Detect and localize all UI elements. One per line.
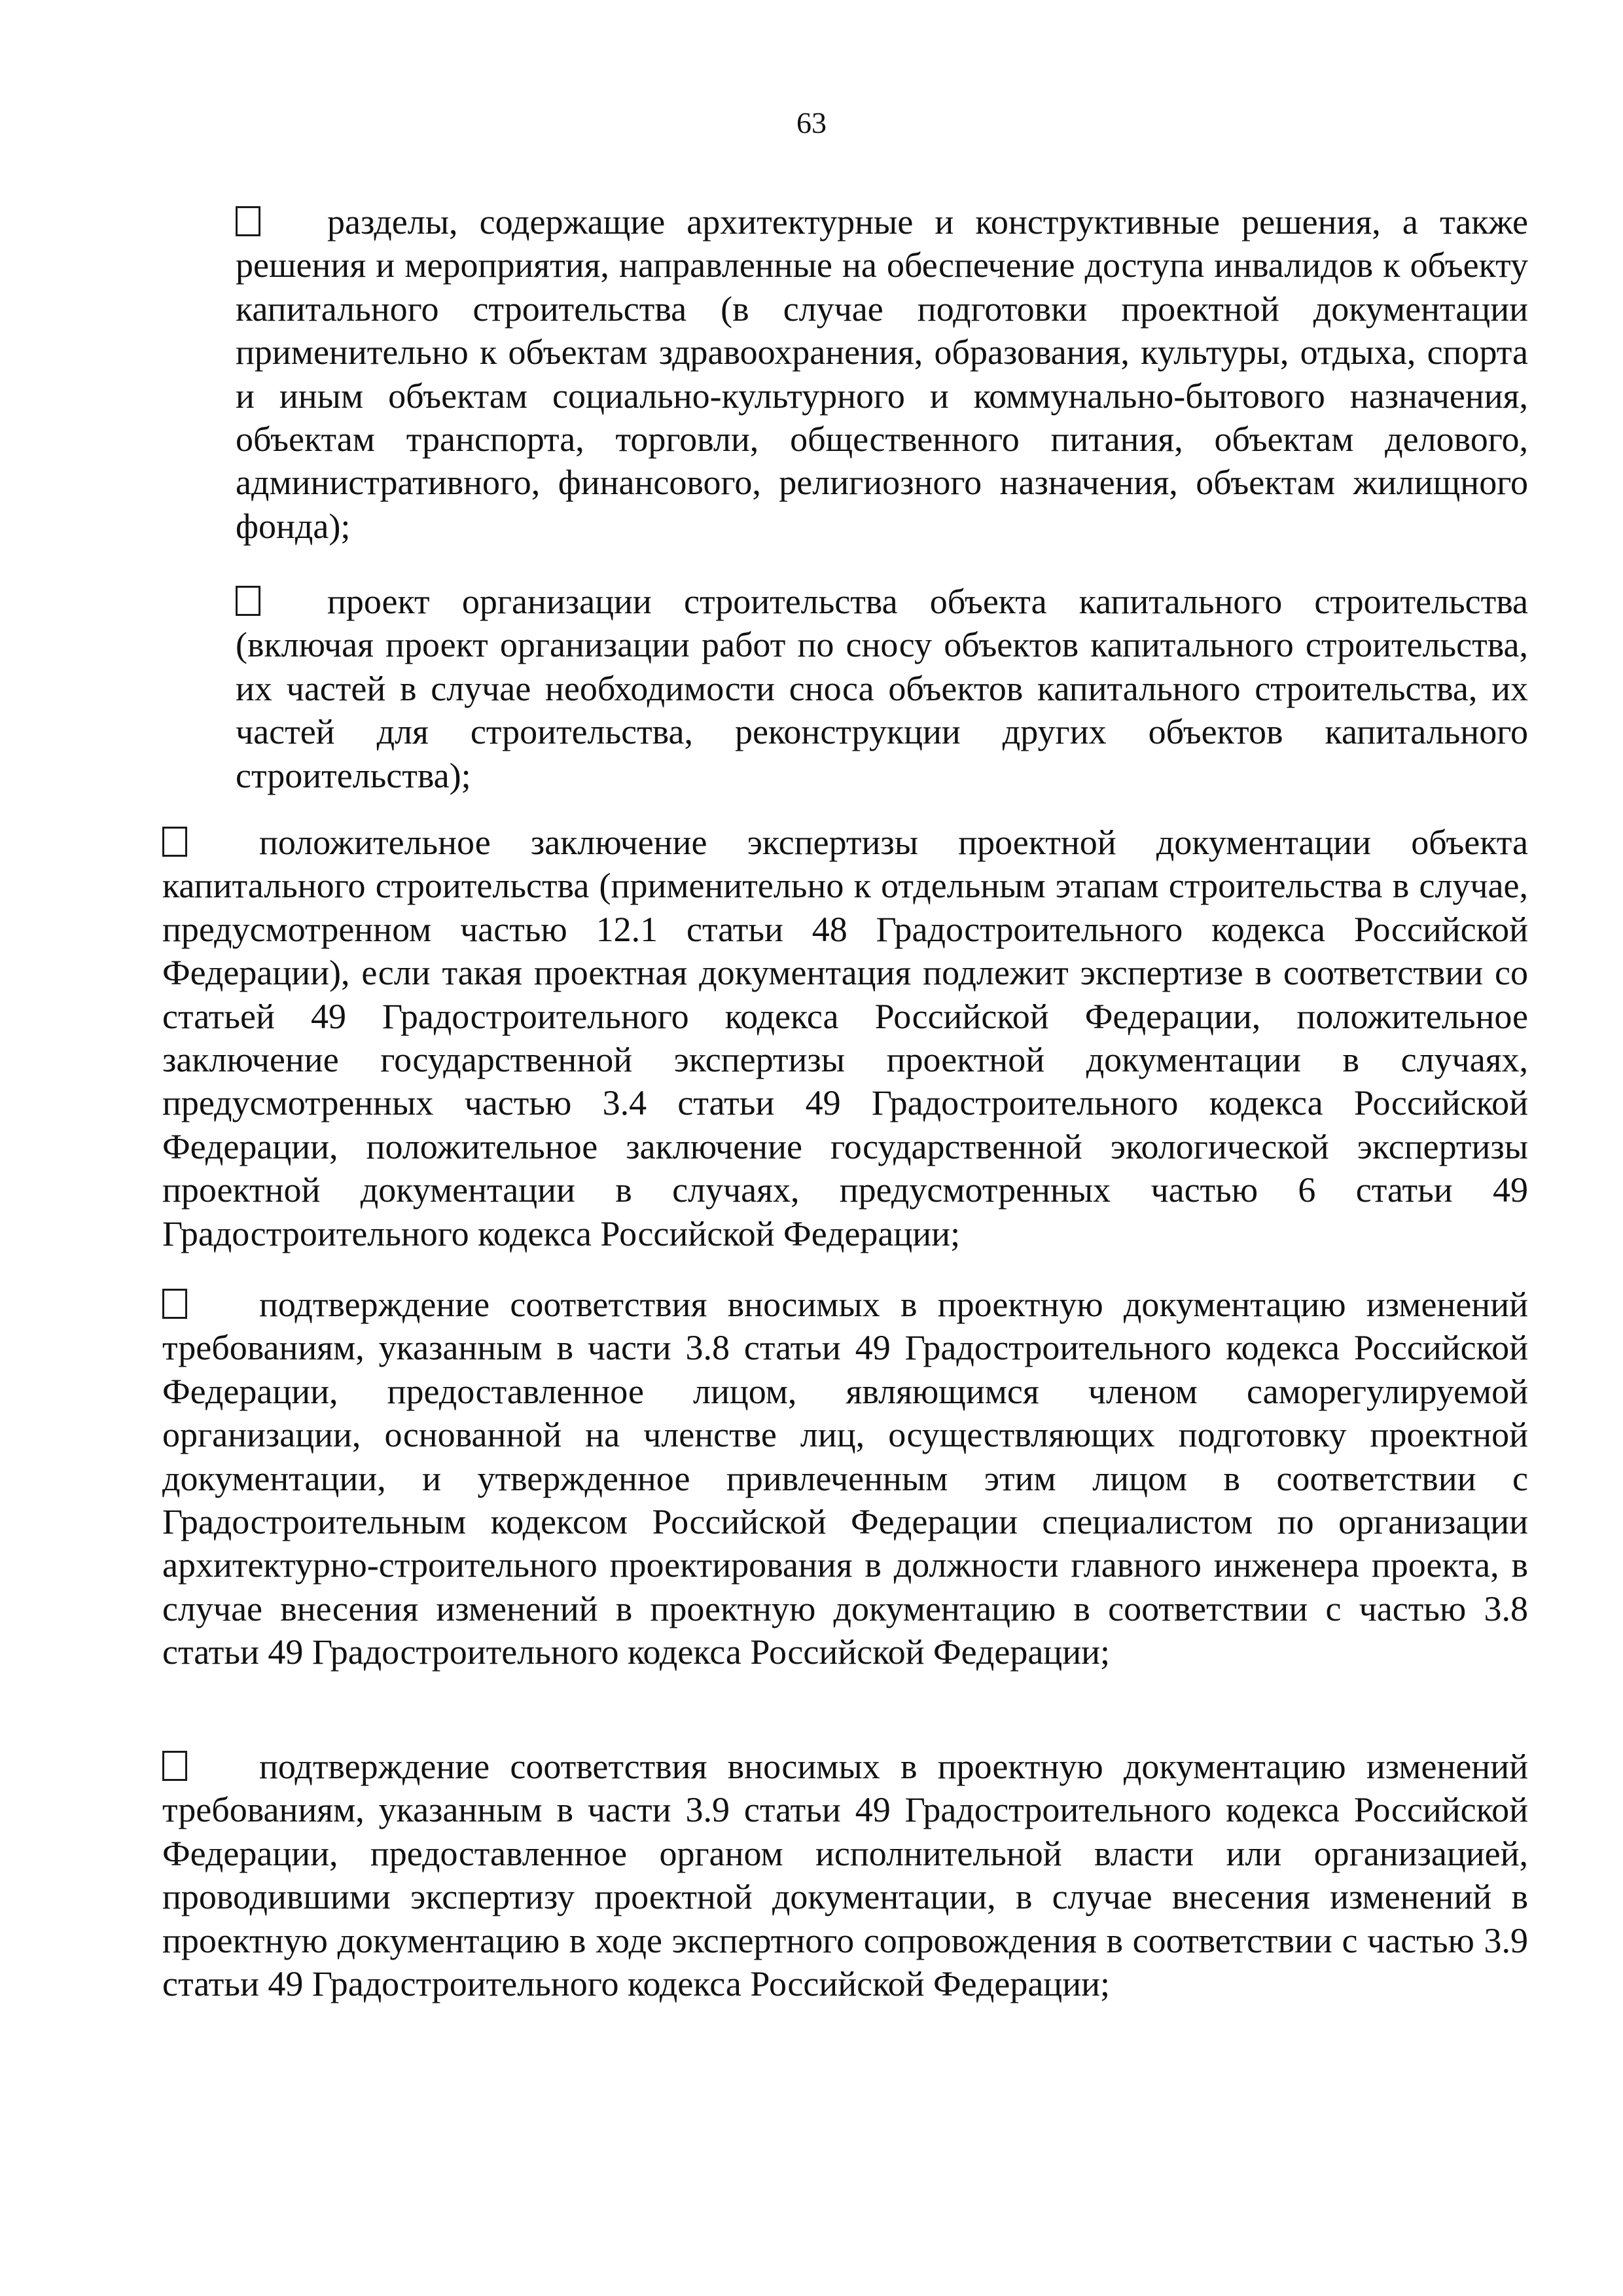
checkbox[interactable]: [162, 1751, 187, 1781]
checkbox[interactable]: [236, 206, 260, 236]
list-item-text: положительное заключение экспертизы проектной документации объекта капитального строительства (применительно к отдельным этапам строительства в случае, предусмотренном частью 12.1 статьи 48 Градостроительного кодекса Российской Федерации), если такая проектная документация подлежит экспертизе в соответствии со статьей 49 Градостроительного кодекса Российской Федерации, положительное заключение государственной экспертизы проектной документации в случаях, предусмотренных частью 3.4 статьи 49 Градостроительного кодекса Российской Федерации, положительное заключение государственной экологической экспертизы проектной документации в случаях, предусмотренных частью 6 статьи 49 Градостроительного кодекса Российской Федерации;: [162, 823, 1528, 1253]
page-number: 63: [796, 106, 827, 139]
list-item-text: разделы, содержащие архитектурные и конструктивные решения, а также решения и мероприятия, направленные на обеспечение доступа инвалидов к объекту капитального строительства (в случае подготовки проектной документации применительно к объектам здравоохранения, образования, культуры, отдыха, спорта и иным объектам социально-культурного и коммунально-бытового назначения, объектам транспорта, торговли, общественного питания, объектам делового, административного, финансового, религиозного назначения, объектам жилищного фонда);: [236, 202, 1528, 546]
checkbox[interactable]: [162, 1289, 187, 1319]
checkbox[interactable]: [236, 586, 260, 616]
list-item-text: подтверждение соответствия вносимых в проектную документацию изменений требованиям, указанным в части 3.9 статьи 49 Градостроительного кодекса Российской Федерации, предоставленное органом исполнительной власти или организацией, проводившими экспертизу проектной документации, в случае внесения изменений в проектную документацию в ходе экспертного сопровождения в соответствии с частью 3.9 статьи 49 Градостроительного кодекса Российской Федерации;: [162, 1747, 1528, 2004]
checkbox[interactable]: [162, 827, 187, 857]
list-item: [162, 1745, 1528, 2005]
list-item: [162, 1283, 1528, 1674]
list-item-text: проект организации строительства объекта капитального строительства (включая проект организации работ по сносу объектов капитального строительства, их частей в случае необходимости сноса объектов капитального строительства, их частей для строительства, реконструкции других объектов капитального строительства);: [236, 582, 1528, 795]
list-item: [236, 200, 1528, 548]
list-item: [236, 580, 1528, 797]
list-item: [162, 821, 1528, 1255]
list-item-text: подтверждение соответствия вносимых в проектную документацию изменений требованиям, указанным в части 3.8 статьи 49 Градостроительного кодекса Российской Федерации, предоставленное лицом, являющимся членом саморегулируемой организации, основанной на членстве лиц, осуществляющих подготовку проектной документации, и утвержденное привлеченным этим лицом в соответствии с Градостроительным кодексом Российской Федерации специалистом по организации архитектурно-строительного проектирования в должности главного инженера проекта, в случае внесения изменений в проектную документацию в соответствии с частью 3.8 статьи 49 Градостроительного кодекса Российской Федерации;: [162, 1285, 1528, 1672]
